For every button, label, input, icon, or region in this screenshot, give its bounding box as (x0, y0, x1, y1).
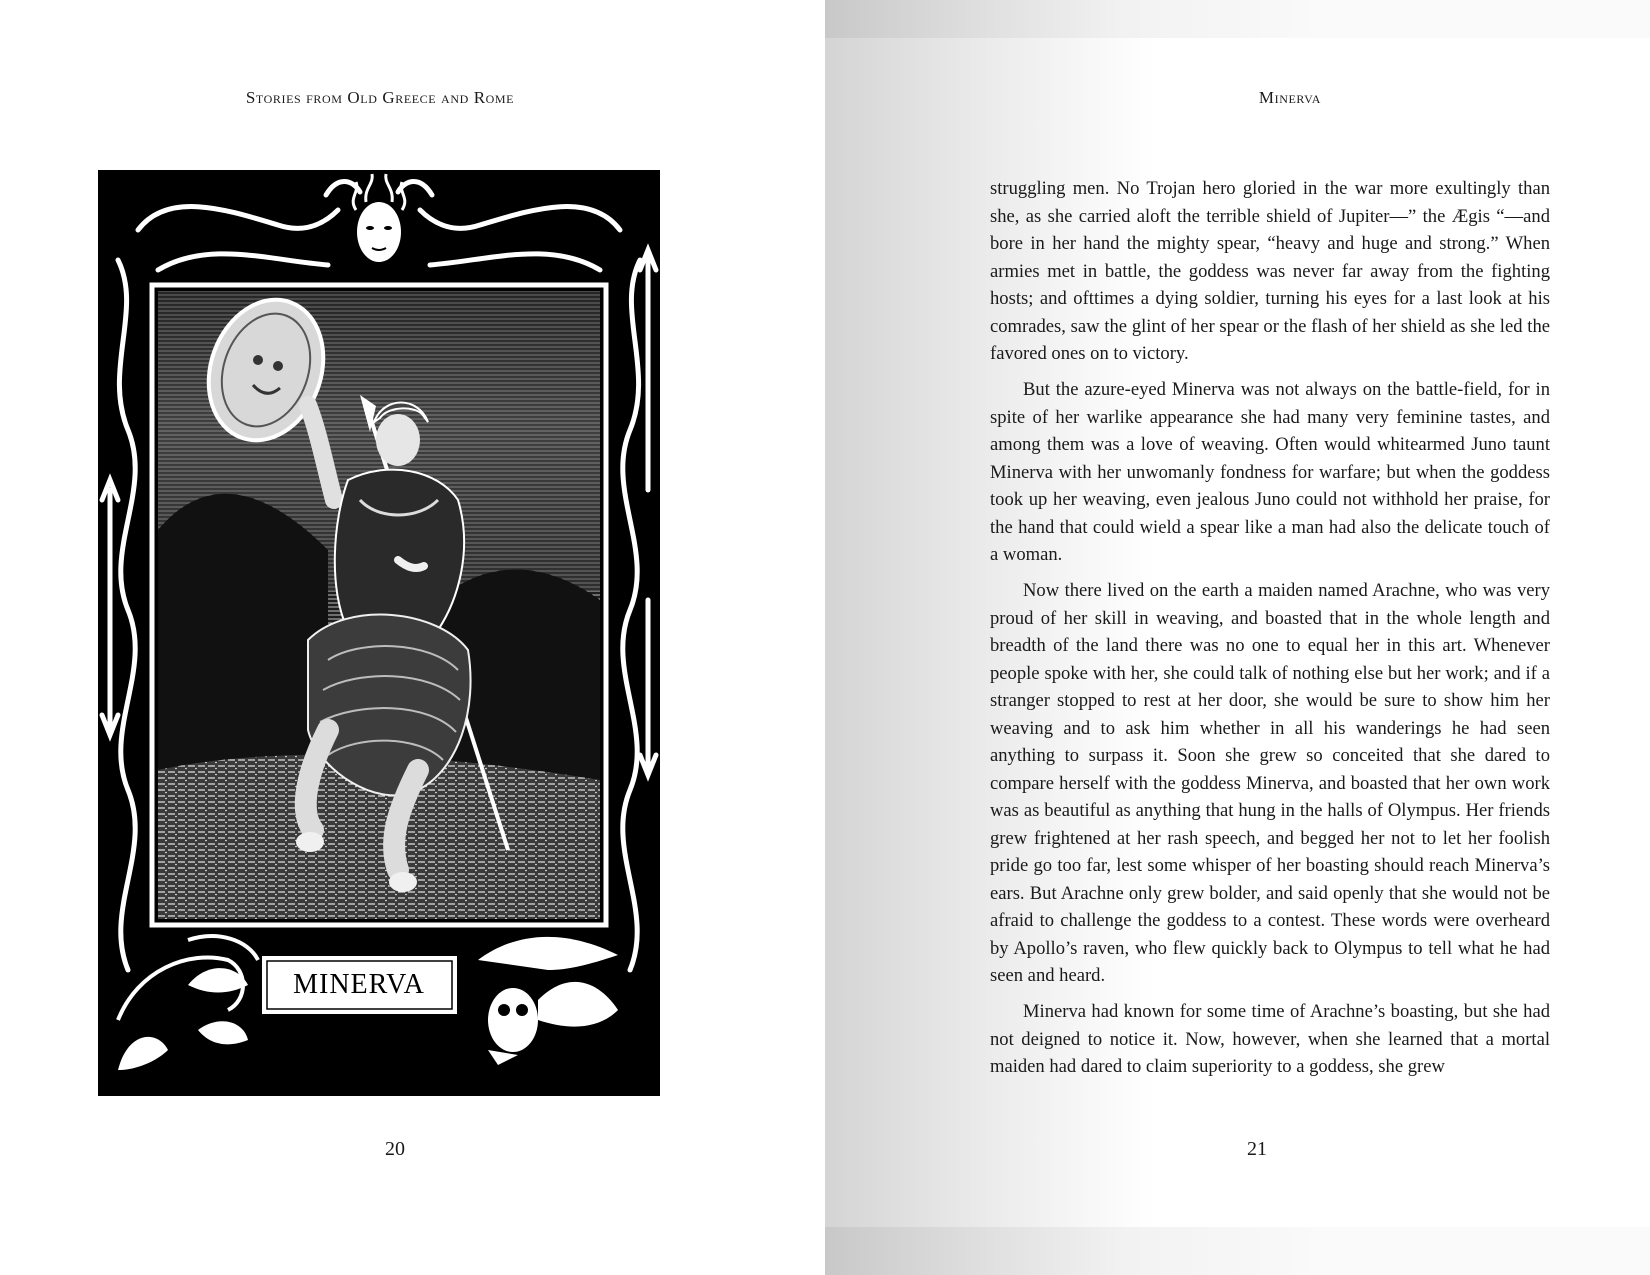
paragraph: Minerva had known for some time of Arachne’s boasting, but she had not deigned to notice it. Now, however, when she learned that a mortal maiden had dared to claim superiority to a goddess, she grew (990, 1001, 1550, 1077)
right-page (825, 0, 1650, 1275)
running-head-right: Minerva (1258, 88, 1322, 107)
page-edge-bottom (825, 1227, 1650, 1275)
plate-caption: MINERVA (293, 969, 425, 1000)
minerva-illustration-plate (98, 170, 660, 1096)
page-edge-top (825, 0, 1650, 38)
paragraph: struggling men. No Trojan hero gloried in the war more exultingly than she, as she carried aloft the terrible shield of Jupiter—” the Ægis “—and bore in her hand the mighty spear, “heavy and huge and strong.” When armies met in battle, the goddess was never far away from the fighting hosts; and ofttimes a dying soldier, turning his eyes for a last look at his comrades, saw the glint of her spear or the flash of her shield as she led the favored ones on to victory. (990, 178, 1550, 364)
page-number-right: 21 (1247, 1138, 1267, 1160)
body-text (990, 175, 1550, 1089)
paragraph: Now there lived on the earth a maiden named Arachne, who was very proud of her skill in weaving, and boasted that in the whole length and breadth of the land there was no one to equal her in this art. Whenever people spoke with her, she could talk of nothing else but her work; and if a stranger stopped to rest at her door, she would be sure to show him her weaving and to ask him whether in all his wanderings he had seen anything to surpass it. Soon she grew so conceited that she dared to compare herself with the goddess Minerva, and boasted that her own work was as beautiful as anything that hung in the halls of Olympus. Her friends grew frightened at her rash speech, and begged her not to let her foolish pride go too far, lest some whisper of her boasting should reach Minerva’s ears. But Arachne only grew bolder, and said openly that she would not be afraid to challenge the goddess to a contest. These words were overheard by Apollo’s raven, who flew quickly back to Olympus to tell what he had seen and heard. (990, 580, 1550, 986)
running-head-left: Stories from Old Greece and Rome (245, 88, 515, 107)
minerva-illustration (98, 170, 660, 1096)
page-number-left: 20 (385, 1138, 405, 1160)
paragraph: But the azure-eyed Minerva was not always on the battle-field, for in spite of her warlike appearance she had many very feminine tastes, and among them was a love of weaving. Often would whitearmed Juno taunt Minerva with her unwomanly fondness for warfare; but when the goddess took up her weaving, even jealous Juno could not withhold her praise, for the hand that could wield a spear like a man had also the delicate touch of a woman. (990, 379, 1550, 565)
